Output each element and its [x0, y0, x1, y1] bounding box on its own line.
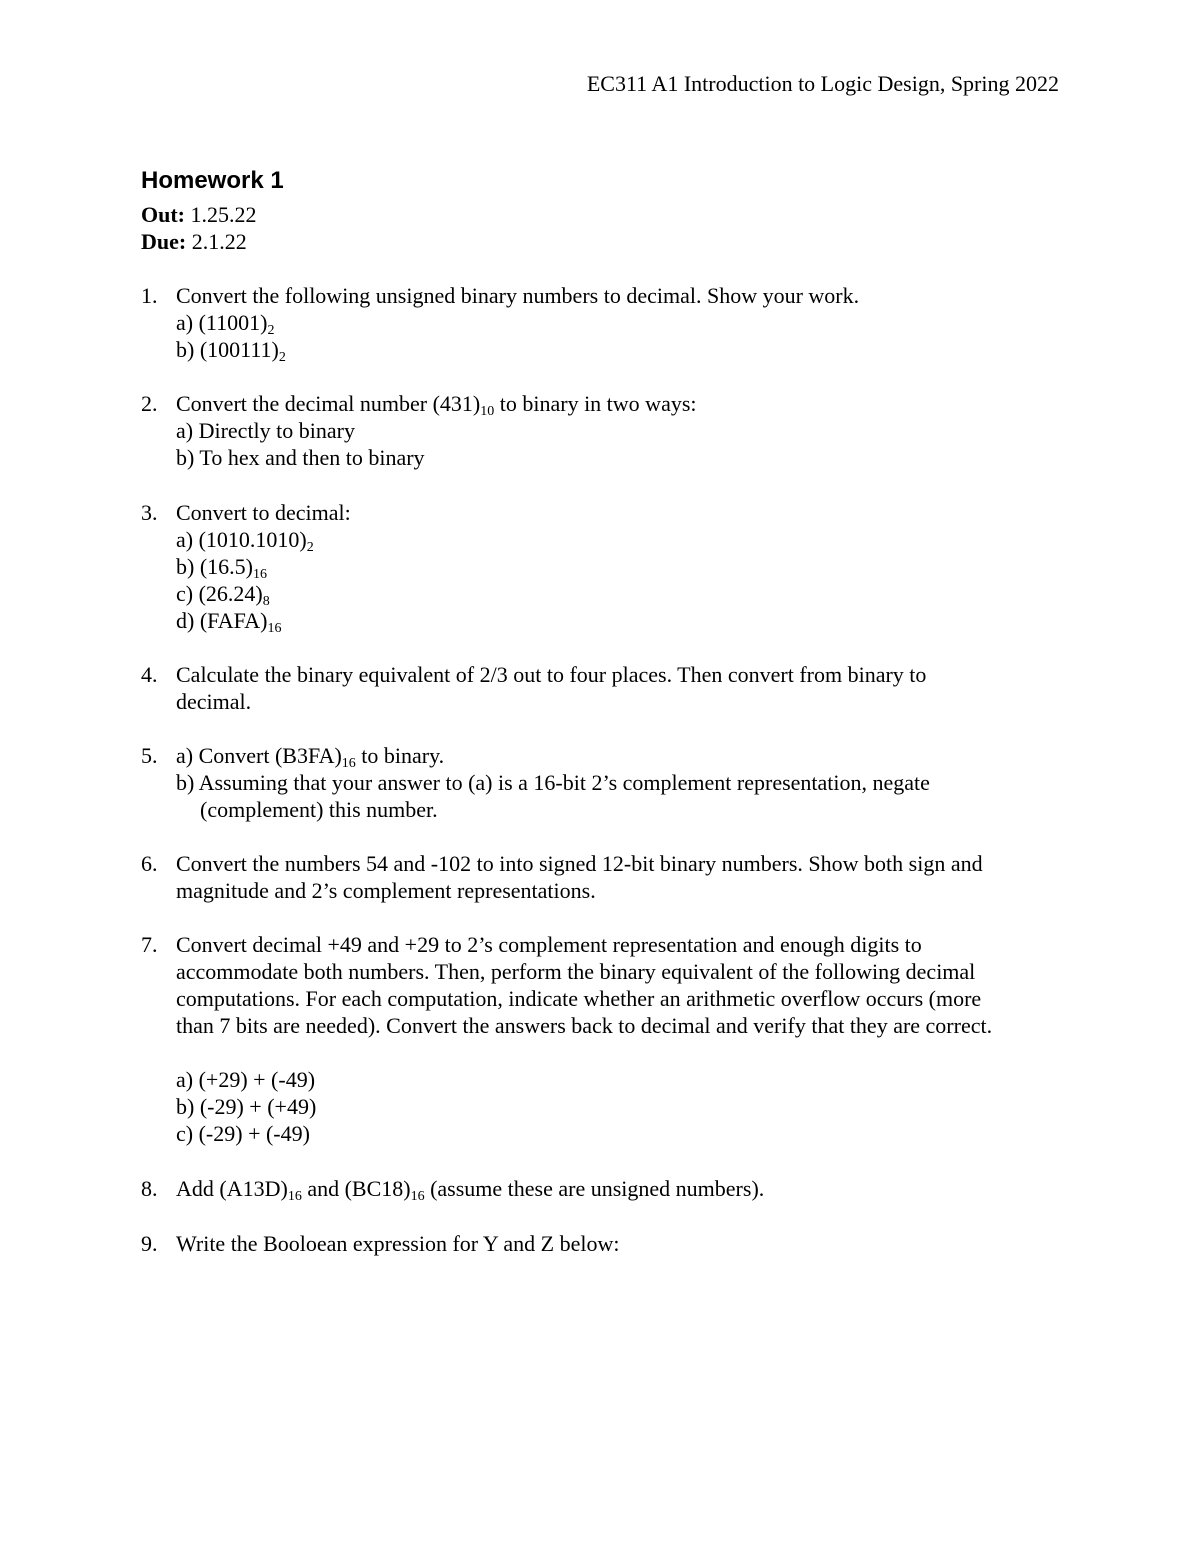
due-label: Due:	[141, 229, 187, 254]
question-number: 2.	[141, 391, 158, 416]
question-number: 9.	[141, 1231, 158, 1256]
question-text-line-2: accommodate both numbers. Then, perform the binary equivalent of the following decimal	[176, 959, 976, 984]
subitem-a: a) Convert $(B3FA)_{16}$ to binary.	[176, 743, 445, 771]
question-text-line-1: Convert the numbers 54 and -102 to into signed 12-bit binary numbers. Show both sign and	[176, 851, 983, 876]
question-4	[141, 661, 1061, 715]
course-header: EC311 A1 Introduction to Logic Design, Spring 2022	[586, 71, 1059, 96]
question-text: Convert the following unsigned binary numbers to decimal. Show your work.	[176, 283, 860, 308]
due-value: 2.1.22	[191, 229, 247, 254]
subitem-a: a) $(1010.1010)_2$	[176, 527, 314, 555]
question-2	[141, 390, 1061, 471]
subitem-a: a) $(11001)_2$	[176, 310, 275, 338]
question-text-line-2: magnitude and 2’s complement representations.	[176, 878, 596, 903]
question-number: 4.	[141, 662, 158, 687]
subitem-c: c) (-29) + (-49)	[176, 1121, 310, 1146]
out-date	[141, 201, 257, 228]
subitem-b: b) (-29) + (+49)	[176, 1094, 317, 1119]
subitem-b-line-2: (complement) this number.	[200, 797, 438, 822]
question-text-line-3: computations. For each computation, indicate whether an arithmetic overflow occurs (more	[176, 986, 982, 1011]
question-3	[141, 499, 1061, 634]
question-text: Add $(A13D)_{16}$ and $(BC18)_{16}$ (assume these are unsigned numbers).	[176, 1176, 765, 1204]
subitem-b: b) $(16.5)_{16}$	[176, 554, 267, 582]
question-6	[141, 850, 1061, 904]
question-text: Convert to decimal:	[176, 500, 351, 525]
question-number: 3.	[141, 500, 158, 525]
subitem-b-line-1: b) Assuming that your answer to (a) is a 16-bit 2’s complement representation, negate	[176, 770, 930, 795]
homework-title: Homework 1	[141, 167, 284, 194]
subitem-b: b) $(100111)_2$	[176, 337, 286, 365]
question-number: 8.	[141, 1176, 158, 1201]
question-1	[141, 282, 1061, 363]
question-text: Write the Booloean expression for Y and Z below:	[176, 1231, 620, 1256]
question-text-line-2: decimal.	[176, 689, 252, 714]
out-value: 1.25.22	[190, 202, 257, 227]
question-number: 7.	[141, 932, 158, 957]
question-text-line-4: than 7 bits are needed). Convert the answers back to decimal and verify that they are correct.	[176, 1013, 993, 1038]
question-9	[141, 1230, 1061, 1257]
out-label: Out:	[141, 202, 185, 227]
question-number: 5.	[141, 743, 158, 768]
subitem-c: c) $(26.24)_8$	[176, 581, 270, 609]
due-date	[141, 228, 247, 255]
subitem-b: b) To hex and then to binary	[176, 445, 425, 470]
subitem-d: d) $(FAFA)_{16}$	[176, 608, 282, 636]
subitem-a: a) (+29) + (-49)	[176, 1067, 316, 1092]
question-text-line-1: Convert decimal +49 and +29 to 2’s complement representation and enough digits to	[176, 932, 922, 957]
question-7	[141, 931, 1061, 1147]
question-number: 6.	[141, 851, 158, 876]
question-8	[141, 1175, 1061, 1202]
question-5	[141, 742, 1061, 823]
question-text-line-1: Calculate the binary equivalent of 2/3 out to four places. Then convert from binary to	[176, 662, 927, 687]
subitem-a: a) Directly to binary	[176, 418, 355, 443]
question-text: Convert the decimal number $(431)_{10}$ to binary in two ways:	[176, 391, 697, 419]
question-number: 1.	[141, 283, 158, 308]
